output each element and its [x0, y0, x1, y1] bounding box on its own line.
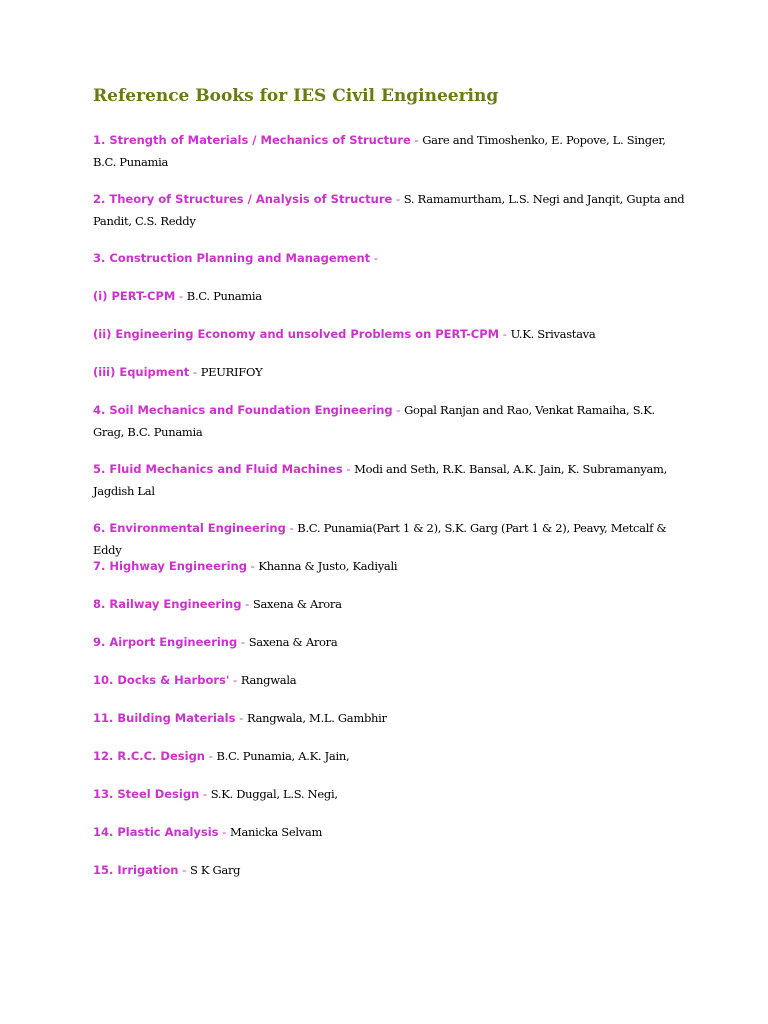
author-list: S K Garg — [189, 863, 241, 877]
separator: - — [178, 863, 190, 877]
separator: - — [199, 787, 211, 801]
separator: - — [342, 462, 355, 476]
subject-heading: (ii) Engineering Economy and unsolved Problems on PERT-CPM — [93, 327, 500, 341]
author-list: Gare and Timoshenko, E. Popove, L. Singer, B.C. Punamia — [93, 133, 666, 169]
separator: - — [189, 365, 201, 379]
separator: - — [246, 559, 259, 573]
author-list: Saxena & Arora — [252, 597, 342, 611]
subject-heading: 3. Construction Planning and Management — [93, 251, 371, 265]
list-item — [93, 745, 688, 767]
author-list: B.C. Punamia — [186, 289, 262, 303]
list-item — [93, 555, 688, 577]
subject-heading: (i) PERT-CPM — [93, 289, 176, 303]
author-list: U.K. Srivastava — [510, 327, 596, 341]
subject-heading: 1. Strength of Materials / Mechanics of Structure — [93, 133, 411, 147]
subject-heading: 4. Soil Mechanics and Foundation Engineering — [93, 403, 393, 417]
list-item — [93, 129, 688, 173]
list-item — [93, 631, 688, 653]
list-item — [93, 707, 688, 729]
list-item — [93, 783, 688, 805]
author-list: Rangwala — [240, 673, 297, 687]
subject-heading: 15. Irrigation — [93, 863, 179, 877]
separator: - — [285, 521, 298, 535]
subject-heading: 13. Steel Design — [93, 787, 200, 801]
author-list: Manicka Selvam — [230, 825, 323, 839]
author-list: Khanna & Justo, Kadiyali — [258, 559, 398, 573]
list-item — [93, 247, 688, 269]
author-list: PEURIFOY — [200, 365, 263, 379]
separator: - — [499, 327, 511, 341]
subject-heading: (iii) Equipment — [93, 365, 190, 379]
list-item — [93, 859, 688, 881]
list-item — [93, 821, 688, 843]
separator: - — [205, 749, 217, 763]
subject-heading: 5. Fluid Mechanics and Fluid Machines — [93, 462, 343, 476]
author-list: S. Ramamurtham, L.S. Negi and Janqit, Gupta and Pandit, C.S. Reddy — [93, 192, 685, 228]
separator: - — [241, 597, 253, 611]
subject-heading: 8. Railway Engineering — [93, 597, 242, 611]
list-item — [93, 323, 688, 345]
subject-heading: 11. Building Materials — [93, 711, 236, 725]
subject-heading: 2. Theory of Structures / Analysis of Structure — [93, 192, 393, 206]
list-item — [93, 285, 688, 307]
subject-heading: 6. Environmental Engineering — [93, 521, 286, 535]
list-item — [93, 593, 688, 615]
separator: - — [235, 711, 247, 725]
author-list: Gopal Ranjan and Rao, Venkat Ramaiha, S.K. Grag, B.C. Punamia — [93, 403, 655, 439]
separator: - — [218, 825, 230, 839]
author-list: B.C. Punamia, A.K. Jain, — [216, 749, 350, 763]
separator: - — [229, 673, 241, 687]
author-list: Rangwala, M.L. Gambhir — [246, 711, 387, 725]
separator: - — [175, 289, 187, 303]
separator: - — [237, 635, 249, 649]
subject-heading: 9. Airport Engineering — [93, 635, 238, 649]
separator: - — [370, 251, 378, 265]
separator: - — [392, 403, 405, 417]
author-list: B.C. Punamia(Part 1 & 2), S.K. Garg (Part 1 & 2), Peavy, Metcalf & Eddy — [93, 521, 667, 557]
separator: - — [392, 192, 404, 206]
list-item — [93, 399, 688, 443]
author-list: Saxena & Arora — [248, 635, 338, 649]
list-item — [93, 458, 688, 502]
page-title: Reference Books for IES Civil Engineering — [93, 86, 499, 106]
list-item — [93, 361, 688, 383]
list-item — [93, 669, 688, 691]
subject-heading: 14. Plastic Analysis — [93, 825, 219, 839]
subject-heading: 12. R.C.C. Design — [93, 749, 205, 763]
separator: - — [410, 133, 423, 147]
subject-heading: 10. Docks & Harbors' — [93, 673, 230, 687]
author-list: Modi and Seth, R.K. Bansal, A.K. Jain, K. Subramanyam, Jagdish Lal — [93, 462, 668, 498]
author-list: S.K. Duggal, L.S. Negi, — [210, 787, 338, 801]
subject-heading: 7. Highway Engineering — [93, 559, 247, 573]
list-item — [93, 188, 688, 232]
